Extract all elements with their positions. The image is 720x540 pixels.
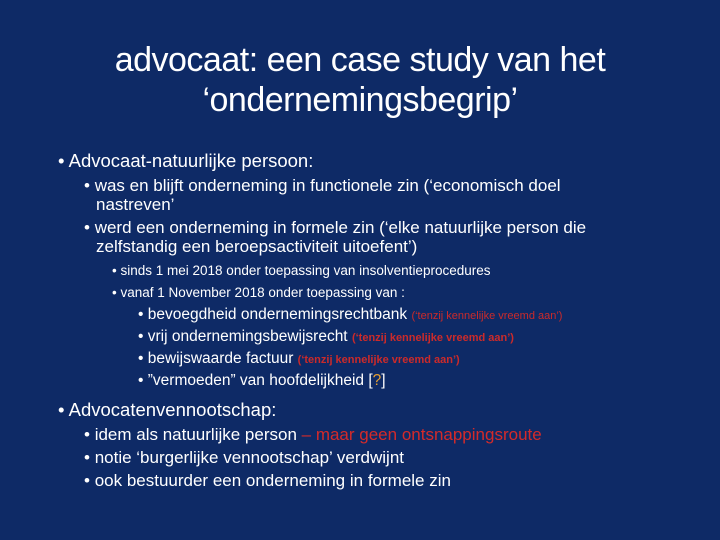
- bullet-dot: •: [112, 285, 117, 300]
- bullet-advocatenvennootschap: [58, 399, 276, 421]
- bullet-functionele-zin-cont: [96, 195, 174, 215]
- bullet-text: bevoegdheid ondernemingsrechtbank: [147, 306, 408, 323]
- bullet-text: nastreven’: [96, 195, 175, 214]
- subsub-bullet-bewijsrecht: [138, 328, 514, 346]
- bullet-dot: •: [138, 328, 144, 345]
- bullet-note: (‘tenzij kennelijke vreemd aan’): [411, 310, 563, 322]
- bullet-dot: •: [138, 306, 144, 323]
- bullet-text: notie ‘burgerlijke vennootschap’ verdwijnt: [94, 448, 405, 467]
- bullet-text: idem als natuurlijke person: [94, 425, 302, 444]
- bullet-dot: •: [84, 176, 90, 195]
- bracket-close: ]: [381, 372, 386, 389]
- bullet-text: sinds 1 mei 2018 onder toepassing van insolventieprocedures: [120, 263, 491, 278]
- bullet-advocaat-natuurlijke-persoon: [58, 150, 313, 172]
- bullet-dot: •: [112, 263, 117, 278]
- bullet-text: Advocaat-natuurlijke persoon:: [68, 150, 314, 171]
- bullet-notie: [84, 448, 404, 468]
- question-mark: ?: [372, 372, 382, 389]
- title-line-2: ‘ondernemingsbegrip’: [202, 81, 518, 119]
- bullet-text: ”vermoeden” van hoofdelijkheid: [147, 372, 365, 389]
- bullet-functionele-zin: [84, 176, 561, 196]
- bullet-dot: •: [138, 350, 144, 367]
- bullet-text: was en blijft onderneming in functionele zin (‘economisch doel: [94, 176, 561, 195]
- bullet-text: vrij ondernemingsbewijsrecht: [147, 328, 348, 345]
- bullet-dot: •: [84, 425, 90, 444]
- subsub-bullet-bevoegdheid: [138, 306, 562, 324]
- bullet-note: (‘tenzij kennelijke vreemd aan’): [351, 332, 514, 344]
- bullet-text: bewijswaarde factuur: [147, 350, 294, 367]
- bullet-dot: •: [84, 218, 90, 237]
- bullet-text: vanaf 1 November 2018 onder toepassing van :: [120, 285, 405, 300]
- bullet-dot: •: [58, 150, 65, 171]
- bullet-idem: [84, 425, 542, 445]
- bullet-formele-zin: [84, 218, 586, 238]
- slide-title: [40, 40, 680, 120]
- subsub-bullet-factuur: [138, 350, 460, 368]
- bullet-formele-zin-cont: [96, 237, 417, 257]
- bracket-open: [: [368, 372, 373, 389]
- bullet-text: ook bestuurder een onderneming in formele zin: [94, 471, 451, 490]
- bullet-text: Advocatenvennootschap:: [68, 399, 277, 420]
- bullet-dot: •: [84, 448, 90, 467]
- bullet-dot: •: [138, 372, 144, 389]
- bullet-note: (‘tenzij kennelijke vreemd aan’): [297, 354, 460, 366]
- bullet-dot: •: [58, 399, 65, 420]
- bullet-dot: •: [84, 471, 90, 490]
- sub-bullet-insolventie: [112, 263, 490, 278]
- sub-bullet-november: [112, 285, 405, 300]
- bullet-red-text: – maar geen ontsnappingsroute: [301, 425, 542, 444]
- title-line-1: advocaat: een case study van het: [114, 41, 606, 79]
- bullet-text: zelfstandig een beroepsactiviteit uitoefent’): [96, 237, 418, 256]
- subsub-bullet-hoofdelijkheid: [138, 372, 386, 390]
- bullet-text: werd een onderneming in formele zin (‘elke natuurlijke person die: [94, 218, 587, 237]
- bullet-bestuurder: [84, 471, 451, 491]
